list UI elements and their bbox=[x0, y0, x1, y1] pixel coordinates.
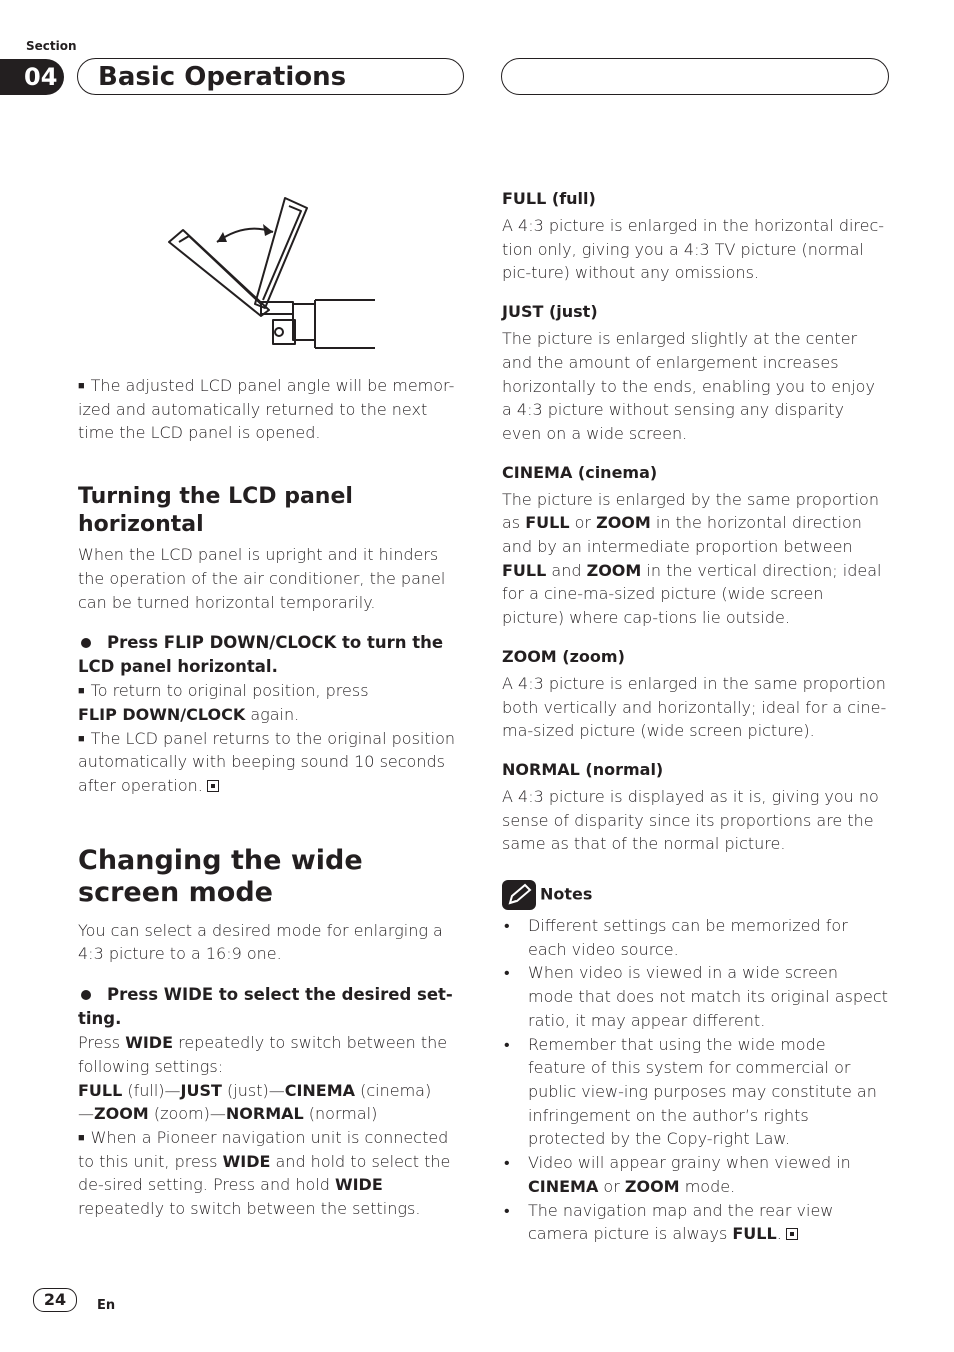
bullet-dot-icon bbox=[81, 990, 91, 1000]
list-item: • Different settings can be memorized for each video source. bbox=[502, 914, 888, 961]
mode-sequence: FULL (full)—JUST (just)—CINEMA (cinema) —ZOOM (zoom)—NORMAL (normal) bbox=[78, 1080, 432, 1124]
normal-text: A 4:3 picture is displayed as it is, giving you no sense of disparity since its proportions are the same as that of the normal picture. bbox=[502, 786, 879, 854]
zoom-text: A 4:3 picture is enlarged in the same proportion both vertically and horizontally; ideal for a cine-ma-sized picture (wide screen picture). bbox=[502, 673, 887, 741]
just-heading: JUST (just) bbox=[502, 302, 598, 322]
end-mark-icon bbox=[786, 1228, 798, 1240]
horizontal-heading: Turning the LCD panel horizontal bbox=[78, 484, 353, 538]
end-mark-icon bbox=[207, 780, 219, 792]
list-item: • When video is viewed in a wide screen mode that does not match its original aspect ratio, it may appear different. bbox=[502, 961, 888, 1032]
right-column bbox=[502, 188, 888, 1246]
page-title: Basic Operations bbox=[77, 58, 464, 95]
zoom-heading: ZOOM (zoom) bbox=[502, 646, 625, 666]
section-number-badge: 04 bbox=[0, 59, 64, 95]
left-column bbox=[78, 374, 464, 1221]
note-navigation: ■ When a Pioneer navigation unit is connected to this unit, press WIDE and hold to select the de-sired setting. Press and hold WIDE repeatedly to switch between the settings. bbox=[78, 1127, 451, 1219]
full-text: A 4:3 picture is enlarged in the horizontal direc-tion only, giving you a 4:3 TV picture (normal pic-ture) without any omissions. bbox=[502, 216, 885, 283]
just-text: The picture is enlarged slightly at the center and the amount of enlargement increases horizontally to the ends, enabling you to enjoy a 4:3 picture without sensing any disparity even on a wide screen. bbox=[502, 329, 875, 443]
cinema-heading: CINEMA (cinema) bbox=[502, 462, 658, 482]
notes-heading: Notes bbox=[502, 880, 888, 910]
page-number: 24 bbox=[33, 1288, 77, 1312]
wide-heading: Changing the wide screen mode bbox=[78, 844, 363, 908]
language-code: En bbox=[97, 1298, 116, 1313]
list-item: • Video will appear grainy when viewed in CINEMA or ZOOM mode. bbox=[502, 1151, 888, 1198]
list-item: • The navigation map and the rear view camera picture is always FULL. bbox=[502, 1199, 888, 1246]
horizontal-intro: When the LCD panel is upright and it hinders the operation of the air conditioner, the panel can be turned horizontal temporarily. bbox=[78, 545, 446, 612]
pencil-icon bbox=[502, 880, 536, 910]
step-wide-body: Press WIDE repeatedly to switch between the following settings: bbox=[78, 1033, 448, 1076]
wide-intro: You can select a desired mode for enlarging a 4:3 picture to a 16:9 one. bbox=[78, 920, 443, 964]
lcd-panel-tilt-illustration bbox=[165, 196, 380, 356]
step-press-wide: Press WIDE to select the desired set-ting. bbox=[78, 985, 453, 1029]
note-auto-return: ■ The LCD panel returns to the original position automatically with beeping sound 10 seconds after operation. bbox=[78, 728, 456, 796]
notes-list bbox=[502, 914, 888, 1246]
full-heading: FULL (full) bbox=[502, 189, 596, 208]
note-return-position: ■ To return to original position, press FLIP DOWN/CLOCK again. bbox=[78, 681, 369, 724]
list-item: • Remember that using the wide mode feature of this system for commercial or public view-ing purposes may constitute an infringement on the author’s rights protected by the Copy-right Law. bbox=[502, 1033, 888, 1152]
bullet-dot-icon bbox=[81, 638, 91, 648]
cinema-text: The picture is enlarged by the same proportion as FULL or ZOOM in the horizontal direction and by an intermediate proportion between FULL and ZOOM in the vertical direction; ideal for a cine-ma-sized picture (wide screen picture) where cap-tions lie outside. bbox=[502, 489, 882, 628]
section-label: Section bbox=[26, 39, 77, 53]
note-memorized: ■ The adjusted LCD panel angle will be memor-ized and automatically returned to the next time the LCD panel is opened. bbox=[78, 376, 455, 443]
normal-heading: NORMAL (normal) bbox=[502, 759, 664, 779]
step-flip-down: Press FLIP DOWN/CLOCK to turn the LCD panel horizontal. bbox=[78, 633, 444, 677]
header-blank-pill bbox=[501, 58, 889, 95]
